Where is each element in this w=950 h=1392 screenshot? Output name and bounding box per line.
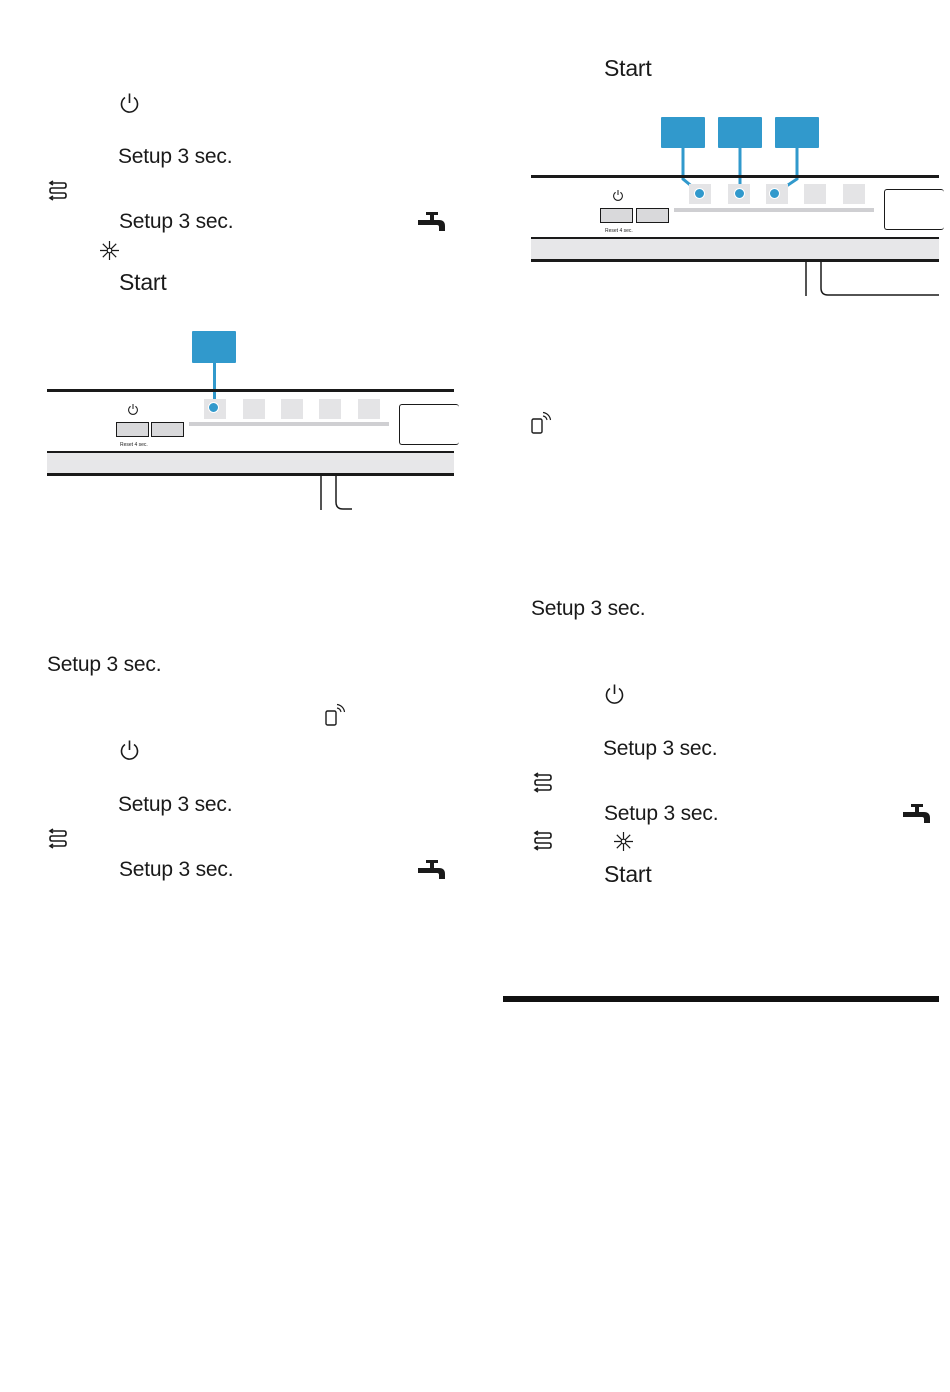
panel-display bbox=[399, 404, 459, 445]
reset-caption: Reset 4 sec. bbox=[605, 228, 633, 234]
indicator-slot bbox=[319, 399, 341, 419]
start-label: Start bbox=[119, 269, 167, 295]
reset-caption: Reset 4 sec. bbox=[120, 442, 148, 448]
setup-label: Setup 3 sec. bbox=[47, 653, 162, 676]
power-icon bbox=[127, 403, 139, 415]
panel-bottom-edge bbox=[531, 237, 939, 239]
panel-strip bbox=[531, 238, 939, 259]
program-switch-icon bbox=[532, 772, 554, 794]
panel-button-right bbox=[636, 208, 669, 223]
program-switch-icon bbox=[47, 828, 69, 850]
callout-marker bbox=[192, 331, 236, 363]
power-icon bbox=[604, 683, 625, 705]
panel-button-left bbox=[116, 422, 149, 437]
power-icon bbox=[119, 739, 140, 761]
setup-label: Setup 3 sec. bbox=[118, 145, 233, 168]
sparkle-icon bbox=[99, 240, 120, 261]
panel-top-edge bbox=[531, 175, 939, 178]
callout-dot bbox=[734, 188, 745, 199]
indicator-slot bbox=[358, 399, 380, 419]
water-tap-icon bbox=[902, 802, 932, 828]
start-label: Start bbox=[604, 861, 652, 887]
panel-bottom-edge bbox=[47, 473, 454, 476]
water-tap-icon bbox=[417, 858, 447, 884]
panel-bottom-edge bbox=[47, 451, 454, 453]
indicator-bar bbox=[189, 422, 389, 426]
setup-label: Setup 3 sec. bbox=[119, 858, 234, 881]
door-handle bbox=[316, 476, 356, 512]
power-icon bbox=[612, 189, 624, 201]
remote-start-icon bbox=[530, 410, 554, 434]
remote-start-icon bbox=[324, 702, 348, 726]
power-icon bbox=[119, 92, 140, 114]
panel-button-left bbox=[600, 208, 633, 223]
callout-dot bbox=[694, 188, 705, 199]
indicator-bar bbox=[674, 208, 874, 212]
sparkle-icon bbox=[613, 831, 634, 852]
callout-leader bbox=[213, 363, 216, 404]
panel-button-right bbox=[151, 422, 184, 437]
callout-dot bbox=[769, 188, 780, 199]
door-handle bbox=[802, 262, 939, 298]
setup-label: Setup 3 sec. bbox=[604, 802, 719, 825]
panel-display bbox=[884, 189, 944, 230]
setup-label: Setup 3 sec. bbox=[118, 793, 233, 816]
indicator-slot bbox=[804, 184, 826, 204]
start-label: Start bbox=[604, 55, 652, 81]
callout-dot bbox=[208, 402, 219, 413]
callout-marker bbox=[718, 117, 762, 148]
indicator-slot bbox=[243, 399, 265, 419]
indicator-slot bbox=[843, 184, 865, 204]
callout-marker bbox=[661, 117, 705, 148]
program-switch-icon bbox=[47, 180, 69, 202]
program-switch-icon bbox=[532, 830, 554, 852]
setup-label: Setup 3 sec. bbox=[119, 210, 234, 233]
water-tap-icon bbox=[417, 210, 447, 236]
indicator-slot bbox=[281, 399, 303, 419]
setup-label: Setup 3 sec. bbox=[531, 597, 646, 620]
callout-marker bbox=[775, 117, 819, 148]
panel-top-edge bbox=[47, 389, 454, 392]
section-divider bbox=[503, 996, 939, 1002]
setup-label: Setup 3 sec. bbox=[603, 737, 718, 760]
panel-strip bbox=[47, 452, 454, 473]
